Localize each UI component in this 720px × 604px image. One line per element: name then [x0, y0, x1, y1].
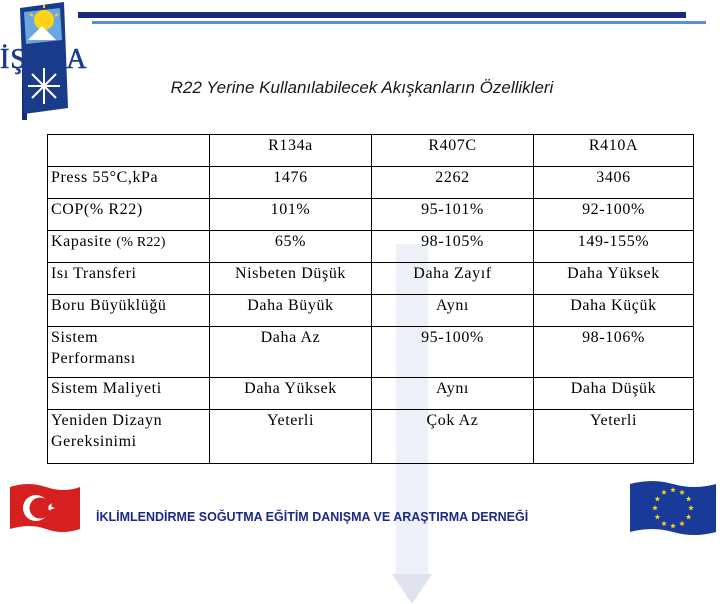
table-row — [48, 410, 694, 464]
table-row — [48, 327, 694, 378]
cell: Daha Az — [210, 327, 372, 378]
table-row — [48, 231, 694, 263]
row-label-main: Kapasite — [51, 233, 112, 250]
slide-title: R22 Yerine Kullanılabilecek Akışkanların Özellikleri — [170, 78, 554, 97]
header-r410a: R410A — [534, 135, 694, 167]
row-label: Sistem Maliyeti — [48, 378, 210, 410]
cell: Çok Az — [372, 410, 534, 464]
table-row — [48, 295, 694, 327]
cell: 92-100% — [534, 199, 694, 231]
row-label: COP(% R22) — [48, 199, 210, 231]
header-bar — [78, 12, 686, 18]
cell: Aynı — [372, 378, 534, 410]
cell: 3406 — [534, 167, 694, 199]
row-label: Press 55°C,kPa — [48, 167, 210, 199]
table-header-row — [48, 135, 694, 167]
footer-organization: İKLİMLENDİRME SOĞUTMA EĞİTİM DANIŞMA VE ARAŞTIRMA DERNEĞİ — [96, 510, 529, 524]
cell: Daha Düşük — [534, 378, 694, 410]
turkish-flag-icon — [8, 481, 82, 535]
table-corner-cell — [48, 135, 210, 167]
row-label-line2: Gereksinimi — [51, 433, 137, 450]
cell: 95-101% — [372, 199, 534, 231]
row-label-line1: Sistem — [51, 329, 99, 346]
row-label — [48, 327, 210, 378]
row-label: Boru Büyüklüğü — [48, 295, 210, 327]
cell: Aynı — [372, 295, 534, 327]
header-accent-bar — [92, 21, 706, 24]
cell: Daha Yüksek — [534, 263, 694, 295]
cell: 98-105% — [372, 231, 534, 263]
row-label-unit: (% R22) — [116, 235, 166, 250]
table-row — [48, 378, 694, 410]
header-r134a: R134a — [210, 135, 372, 167]
row-label-line2: Performansı — [51, 350, 136, 367]
cell: Yeterli — [534, 410, 694, 464]
row-label-line1: Yeniden Dizayn — [51, 412, 163, 429]
cell: Nisbeten Düşük — [210, 263, 372, 295]
row-label — [48, 231, 210, 263]
cell: Yeterli — [210, 410, 372, 464]
table-row — [48, 263, 694, 295]
row-label — [48, 410, 210, 464]
cell: 65% — [210, 231, 372, 263]
cell: Daha Zayıf — [372, 263, 534, 295]
cell: Daha Yüksek — [210, 378, 372, 410]
row-label: Isı Transferi — [48, 263, 210, 295]
cell: Daha Büyük — [210, 295, 372, 327]
header-r407c: R407C — [372, 135, 534, 167]
table-row — [48, 167, 694, 199]
eu-flag-icon — [628, 478, 718, 538]
cell: 1476 — [210, 167, 372, 199]
cell: 2262 — [372, 167, 534, 199]
cell: 149-155% — [534, 231, 694, 263]
cell: 101% — [210, 199, 372, 231]
cell: Daha Küçük — [534, 295, 694, 327]
cell: 95-100% — [372, 327, 534, 378]
comparison-table-container — [47, 134, 693, 462]
comparison-table — [47, 134, 694, 464]
cell: 98-106% — [534, 327, 694, 378]
logo-wordmark: İŞEDA — [0, 44, 88, 75]
table-row — [48, 199, 694, 231]
